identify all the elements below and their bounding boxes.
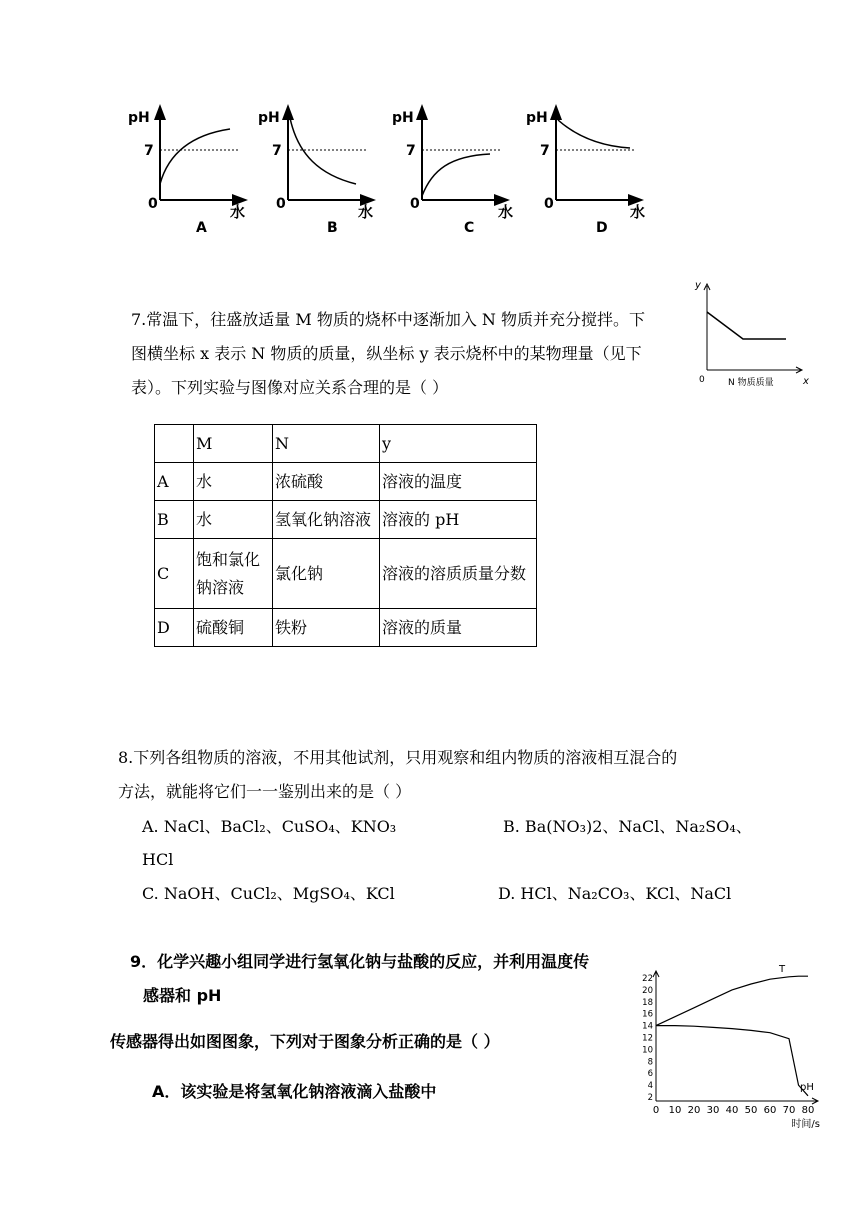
q8-option-b: B. Ba(NO₃)2、NaCl、Na₂SO₄、	[503, 817, 752, 836]
graph-b	[258, 110, 373, 236]
table-cell: 溶液的 pH	[380, 501, 537, 539]
graph-a-yaxis: pH	[128, 110, 150, 126]
q8-line1: 8.下列各组物质的溶液，不用其他试剂，只用观察和组内物质的溶液相互混合的	[118, 748, 678, 767]
table-cell: 硫酸铜	[194, 609, 273, 647]
table-row	[155, 425, 537, 463]
q7-line2: 图横坐标 x 表示 N 物质的质量，纵坐标 y 表示烧杯中的某物理量（见下	[131, 344, 642, 363]
graph-c-yaxis: pH	[392, 110, 414, 126]
y-tick-label: 18	[642, 997, 653, 1008]
table-cell: M	[194, 425, 273, 463]
y-tick-label: 4	[647, 1081, 653, 1092]
table-cell: 饱和氯化 钠溶液	[194, 539, 273, 609]
table-cell: 溶液的溶质质量分数	[380, 539, 537, 609]
y-tick-label: 14	[642, 1021, 653, 1032]
y-tick-label: 20	[642, 985, 653, 996]
table-cell	[155, 425, 194, 463]
table-cell: N	[273, 425, 380, 463]
x-axis-label: 时间/s	[791, 1119, 820, 1130]
series-line-t	[656, 976, 808, 1025]
table-cell: 水	[194, 463, 273, 501]
graph-a	[128, 110, 245, 236]
table-cell: A	[155, 463, 194, 501]
graph-a-xaxis: 水	[230, 203, 246, 221]
x-tick-label: 80	[801, 1105, 815, 1116]
table-row	[155, 539, 537, 609]
q8-option-d: D. HCl、Na₂CO₃、KCl、NaCl	[498, 884, 732, 903]
q6-graphs	[120, 100, 660, 240]
graph-d-xaxis: 水	[630, 203, 646, 221]
graph-b-label: B	[327, 220, 338, 236]
graph-a-origin: 0	[148, 196, 158, 212]
y-tick-label: 2	[647, 1093, 653, 1103]
table-cell: 氯化钠	[273, 539, 380, 609]
table-row	[155, 463, 537, 501]
graph-a-label: A	[196, 220, 207, 236]
q7-graph	[690, 276, 815, 391]
table-row	[155, 609, 537, 647]
series-label-t: T	[779, 964, 786, 976]
x-tick-label: 60	[763, 1105, 777, 1116]
x-tick-label: 70	[782, 1105, 796, 1116]
table-cell: y	[380, 425, 537, 463]
table-cell: 溶液的质量	[380, 609, 537, 647]
y-tick-label: 16	[642, 1009, 653, 1020]
x-tick-label: 50	[744, 1105, 758, 1116]
q9-option-a: A．该实验是将氢氧化钠溶液滴入盐酸中	[152, 1082, 437, 1101]
graph-d-yaxis: pH	[526, 110, 548, 126]
q7-line3: 表）。下列实验与图像对应关系合理的是（ ）	[131, 378, 449, 397]
y-tick-label: 8	[647, 1057, 653, 1068]
graph-c-origin: 0	[410, 196, 420, 212]
x-tick-label: 0	[652, 1105, 660, 1116]
x-tick-label: 10	[668, 1105, 682, 1116]
series-line-ph	[656, 1026, 808, 1096]
graph-c	[392, 110, 513, 236]
x-tick-label: 30	[706, 1105, 720, 1116]
table-cell: 溶液的温度	[380, 463, 537, 501]
graph-d-origin: 0	[544, 196, 554, 212]
x-tick-label: 20	[687, 1105, 701, 1116]
table-cell: 水	[194, 501, 273, 539]
y-tick-label: 6	[647, 1069, 653, 1080]
q8-option-b-cont: HCl	[142, 850, 174, 869]
table-cell: 铁粉	[273, 609, 380, 647]
y-tick-label: 10	[642, 1045, 653, 1056]
y-tick-label: 12	[642, 1033, 653, 1044]
graph-c-ref: 7	[406, 143, 416, 159]
q9-line2: 感器和 pH	[143, 986, 222, 1005]
q7-graph-ylabel: y	[695, 280, 701, 291]
table-cell: C	[155, 539, 194, 609]
graph-c-label: C	[464, 220, 475, 236]
graph-c-xaxis: 水	[498, 203, 514, 221]
graph-d-ref: 7	[540, 143, 550, 159]
graph-d-label: D	[596, 220, 608, 236]
q8-option-c: C. NaOH、CuCl₂、MgSO₄、KCl	[142, 884, 395, 903]
table-cell: 氢氧化钠溶液	[273, 501, 380, 539]
q8-line2: 方法，就能将它们一一鉴别出来的是（ ）	[118, 782, 412, 801]
graph-d	[526, 110, 645, 236]
q7-line1: 7.常温下，往盛放适量 M 物质的烧杯中逐渐加入 N 物质并充分搅拌。下	[131, 310, 645, 329]
table-row	[155, 501, 537, 539]
q7-table	[154, 424, 537, 647]
q7-graph-xlabel: x	[803, 376, 809, 387]
table-cell: 浓硫酸	[273, 463, 380, 501]
x-tick-label: 40	[725, 1105, 739, 1116]
q9-line1: 9．化学兴趣小组同学进行氢氧化钠与盐酸的反应，并利用温度传	[130, 952, 590, 971]
graph-b-ref: 7	[272, 143, 282, 159]
q9-line3: 传感器得出如图图象，下列对于图象分析正确的是（ ）	[110, 1032, 500, 1051]
series-label-ph: pH	[800, 1081, 814, 1093]
graph-b-xaxis: 水	[358, 203, 374, 221]
y-tick-label: 22	[642, 974, 653, 984]
q7-graph-caption: N 物质质量	[728, 378, 774, 388]
table-cell: B	[155, 501, 194, 539]
graph-b-yaxis: pH	[258, 110, 280, 126]
q7-graph-origin: 0	[699, 375, 705, 385]
table-cell: D	[155, 609, 194, 647]
q9-chart	[630, 964, 830, 1140]
graph-b-origin: 0	[276, 196, 286, 212]
q8-option-a: A. NaCl、BaCl₂、CuSO₄、KNO₃	[142, 817, 397, 836]
graph-a-ref: 7	[144, 143, 154, 159]
